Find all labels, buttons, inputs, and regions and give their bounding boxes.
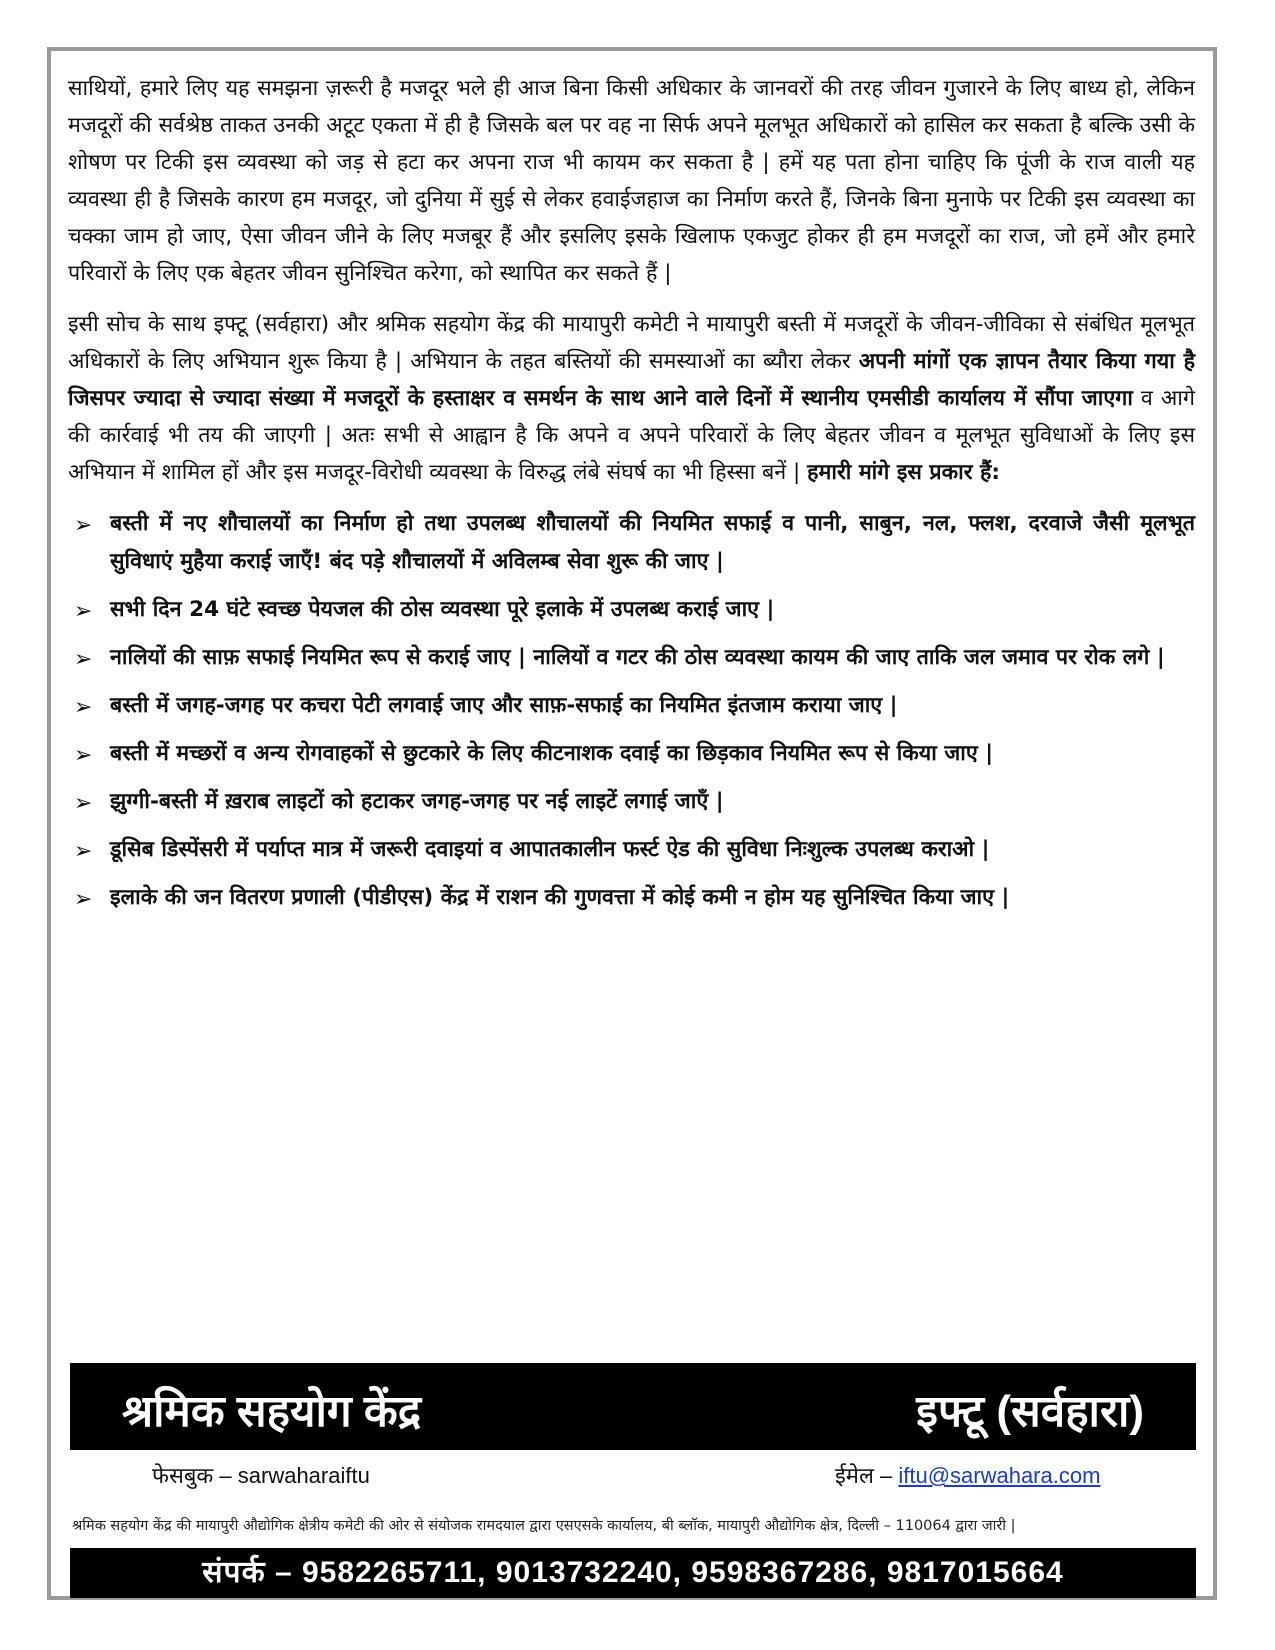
organization-banner (70, 1363, 1196, 1450)
email-contact (835, 1460, 1100, 1490)
demand-text: नालियों की साफ़ सफाई नियमित रूप से कराई जाए | नालियों व गटर की ठोस व्यवस्था कायम की जाए ताकि जल जमाव पर रोक लगे | (110, 645, 1165, 670)
demand-text: डूसिब डिस्पेंसरी में पर्याप्त मात्र में जरूरी दवाइयां व आपातकालीन फर्स्ट ऐड की सुविधा निःशुल्क उपलब्ध कराओ | (110, 837, 990, 862)
leaflet-body (68, 70, 1195, 927)
intro-paragraph: साथियों, हमारे लिए यह समझना ज़रूरी है मजदूर भले ही आज बिना किसी अधिकार के जानवरों की तरह जीवन गुजारने के लिए बाध्य हो, लेकिन मजदूरों की सर्वश्रेष्ठ ताकत उनकी अटूट एकता में ही है जिसके बल पर वह ना सिर्फ अपने मूलभूत अधिकारों को हासिल कर सकता है बल्कि उसी के शोषण पर टिकी इस व्यवस्था को जड़ से हटा कर अपना राज भी कायम कर सकता है | हमें यह पता होना चाहिए कि पूंजी के राज वाली यह व्यवस्था ही है जिसके कारण हम मजदूर, जो दुनिया में सुई से लेकर हवाईजहाज का निर्माण करते हैं, जिनके बिना मुनाफे पर टिकी इस व्यवस्था का चक्का जाम हो जाए, ऐसा जीवन जीने के लिए मजबूर हैं और इसलिए इसके खिलाफ एकजुट होकर ही हम मजदूरों का राज, जो हमें और हमारे परिवारों के लिए एक बेहतर जीवन सुनिश्चित करेगा, को स्थापित कर सकते हैं | (68, 76, 1195, 286)
arrow-right-icon: ➢ (74, 599, 93, 624)
list-item (68, 735, 1195, 773)
demand-text: बस्ती में जगह-जगह पर कचरा पेटी लगवाई जाए और साफ़-सफाई का नियमित इंतजाम कराया जाए | (110, 693, 898, 718)
arrow-right-icon: ➢ (74, 743, 93, 768)
demands-heading: हमारी मांगे इस प्रकार हैं: (807, 460, 1001, 485)
facebook-handle: sarwaharaiftu (237, 1463, 370, 1488)
demands-list (68, 505, 1195, 917)
issuer-note: श्रमिक सहयोग केंद्र की मायापुरी औद्योगिक क्षेत्रीय कमेटी की ओर से संयोजक रामदयाल द्वारा एसएसके कार्यालय, बी ब्लॉक, मायापुरी औद्योगिक क्षेत्र, दिल्ली – 110064 द्वारा जारी | (72, 1518, 1016, 1534)
facebook-label: फेसबुक – (152, 1463, 238, 1488)
campaign-text-a: इसी सोच के साथ इफ्टू (सर्वहारा) और श्रमिक सहयोग केंद्र की मायापुरी कमेटी ने मायापुरी बस्ती में मजदूरों के जीवन-जीविका से संबंधित मूलभूत अधिकारों के लिए अभियान शुरू किया है | अभियान के तहत बस्तियों की समस्याओं का ब्यौरा लेकर (68, 312, 1195, 374)
campaign-text-bold: अपनी मांगों एक ज्ञापन तैयार किया गया है जिसपर ज्यादा से ज्यादा संख्या में मजदूरों के हस्ताक्षर व समर्थन के साथ आने वाले दिनों में स्थानीय एमसीडी कार्यालय में सौंपा जाएगा (68, 349, 1195, 411)
arrow-right-icon: ➢ (74, 791, 93, 816)
facebook-contact (152, 1460, 370, 1490)
demand-text: इलाके की जन वितरण प्रणाली (पीडीएस) केंद्र में राशन की गुणवत्ता में कोई कमी न होम यह सुनिश्चित किया जाए | (110, 885, 1010, 910)
arrow-right-icon: ➢ (74, 695, 93, 720)
email-link[interactable]: iftu@sarwahara.com (898, 1463, 1101, 1488)
demand-text: बस्ती में नए शौचालयों का निर्माण हो तथा उपलब्ध शौचालयों की नियमित सफाई व पानी, साबुन, नल, फ्लश, दरवाजे जैसी मूलभूत सुविधाएं मुहैया कराई जाएँ! बंद पड़े शौचालयों में अविलम्ब सेवा शुरू की जाए | (110, 511, 1195, 574)
banner-org-right: इफ्टू (सर्वहारा) (916, 1387, 1144, 1436)
list-item (68, 591, 1195, 629)
banner-org-left: श्रमिक सहयोग केंद्र (122, 1387, 422, 1436)
arrow-right-icon: ➢ (74, 887, 93, 912)
campaign-paragraph (68, 306, 1195, 491)
list-item (68, 687, 1195, 725)
list-item (68, 831, 1195, 869)
demand-text: सभी दिन 24 घंटे स्वच्छ पेयजल की ठोस व्यवस्था पूरे इलाके में उपलब्ध कराई जाए | (110, 597, 775, 622)
list-item (68, 879, 1195, 917)
arrow-right-icon: ➢ (74, 839, 93, 864)
contact-bar: संपर्क – 9582265711, 9013732240, 9598367286, 9817015664 (70, 1548, 1196, 1598)
demand-text: झुग्गी-बस्ती में ख़राब लाइटों को हटाकर जगह-जगह पर नई लाइटें लगाई जाएँ | (110, 789, 724, 814)
list-item (68, 505, 1195, 581)
arrow-right-icon: ➢ (74, 647, 93, 672)
list-item (68, 639, 1195, 677)
campaign-text-c: व आगे की कार्रवाई भी तय की जाएगी | अतः सभी से आह्वान है कि अपने व अपने परिवारों के लिए बेहतर जीवन व मूलभूत सुविधाओं के लिए इस अभियान में शामिल हों और इस मजदूर-विरोधी व्यवस्था के विरुद्ध लंबे संघर्ष का भी हिस्सा बनें | (68, 386, 1195, 485)
demand-text: बस्ती में मच्छरों व अन्य रोगवाहकों से छुटकारे के लिए कीटनाशक दवाई का छिड़काव नियमित रूप से किया जाए | (110, 741, 994, 766)
email-label: ईमेल – (835, 1463, 899, 1488)
list-item (68, 783, 1195, 821)
arrow-right-icon: ➢ (74, 513, 93, 538)
